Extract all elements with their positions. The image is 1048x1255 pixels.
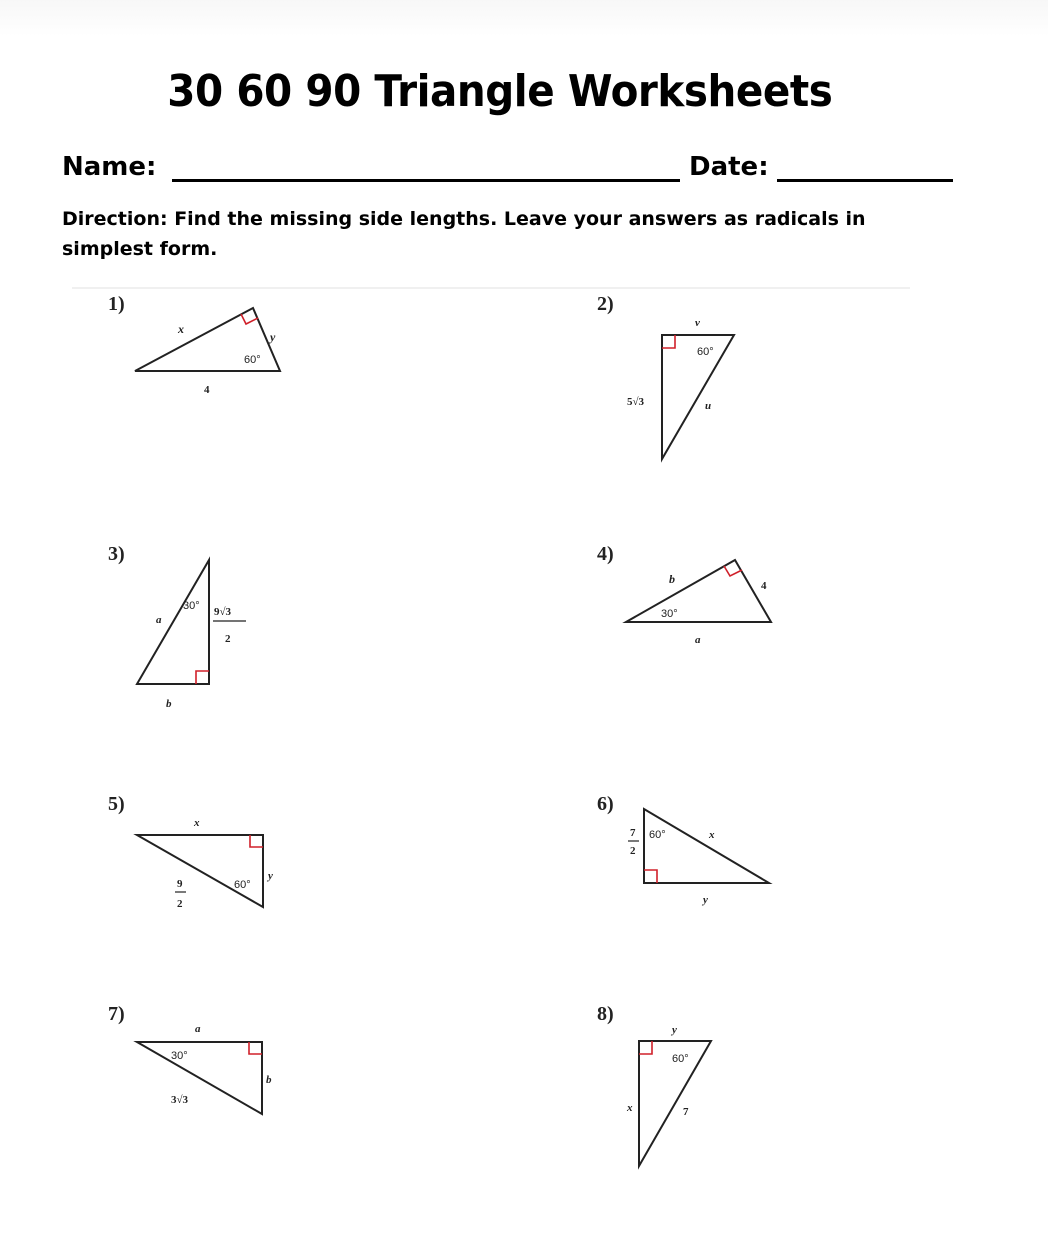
triangle-diagram (597, 793, 797, 923)
right-angle-marker (196, 671, 209, 684)
side-label-v: v (695, 317, 700, 329)
side-label-b: b (166, 698, 172, 710)
side-label-x: x (178, 322, 184, 336)
page-title: 30 60 90 Triangle Worksheets (167, 66, 833, 117)
triangle-diagram (108, 293, 308, 403)
side-label-a: a (695, 634, 701, 646)
right-angle-marker (249, 1042, 262, 1054)
side-label-left-denominator: 2 (630, 845, 636, 857)
angle-label: 30° (661, 608, 678, 620)
side-label-left: 5√3 (627, 396, 645, 408)
angle-label: 30° (183, 600, 200, 612)
problem-number: 3) (108, 543, 125, 565)
right-angle-marker (662, 335, 675, 348)
side-label-hyp: 3√3 (171, 1094, 189, 1106)
problem-number: 6) (597, 793, 614, 815)
triangle-diagram (597, 543, 797, 653)
side-label-hyp: 4 (204, 384, 210, 396)
side-label-u: u (705, 400, 712, 412)
top-shade (0, 0, 1048, 36)
side-label-4: 4 (761, 580, 767, 592)
right-angle-marker (250, 835, 263, 847)
directions-text: Direction: Find the missing side lengths. Leave your answers as radicals in simplest form. (62, 208, 866, 260)
side-label-x: x (709, 829, 715, 841)
side-label-left-numerator: 7 (630, 827, 636, 839)
side-label-a: a (156, 614, 162, 626)
side-label-y: y (268, 870, 273, 882)
side-label-right-denominator: 2 (225, 633, 231, 645)
date-field[interactable] (777, 179, 953, 182)
triangle-diagram (108, 543, 308, 723)
problem-number: 8) (597, 1003, 614, 1025)
triangle-diagram (108, 1003, 308, 1133)
side-label-hyp-denominator: 2 (177, 898, 183, 910)
side-label-a: a (195, 1023, 201, 1035)
side-label-hyp-numerator: 9 (177, 878, 183, 890)
problem-number: 7) (108, 1003, 125, 1025)
problem-number: 5) (108, 793, 125, 815)
name-field[interactable] (172, 179, 680, 182)
name-label: Name: (62, 152, 157, 182)
angle-label: 60° (649, 829, 666, 841)
problem-number: 1) (108, 293, 125, 315)
side-label-b: b (266, 1074, 272, 1086)
angle-label: 30° (171, 1050, 188, 1062)
angle-label: 60° (234, 879, 251, 891)
side-label-x: x (194, 817, 200, 829)
date-label: Date: (689, 152, 769, 182)
side-label-b: b (669, 572, 675, 586)
angle-label: 60° (697, 346, 714, 358)
side-label-x: x (627, 1102, 633, 1114)
side-label-y: y (270, 330, 276, 344)
name-date-row (62, 152, 962, 186)
right-angle-marker (644, 870, 657, 883)
problem-number: 4) (597, 543, 614, 565)
angle-label: 60° (672, 1053, 689, 1065)
side-label-y: y (703, 894, 708, 906)
problem-number: 2) (597, 293, 614, 315)
right-angle-marker (639, 1041, 652, 1054)
angle-label: 60° (244, 354, 261, 366)
divider (72, 287, 910, 289)
triangle-diagram (597, 293, 797, 473)
triangle-diagram (597, 1003, 797, 1183)
side-label-right-numerator: 9√3 (214, 606, 232, 618)
side-label-hyp: 7 (683, 1106, 689, 1118)
triangle-diagram (108, 793, 308, 923)
side-label-y: y (672, 1024, 677, 1036)
